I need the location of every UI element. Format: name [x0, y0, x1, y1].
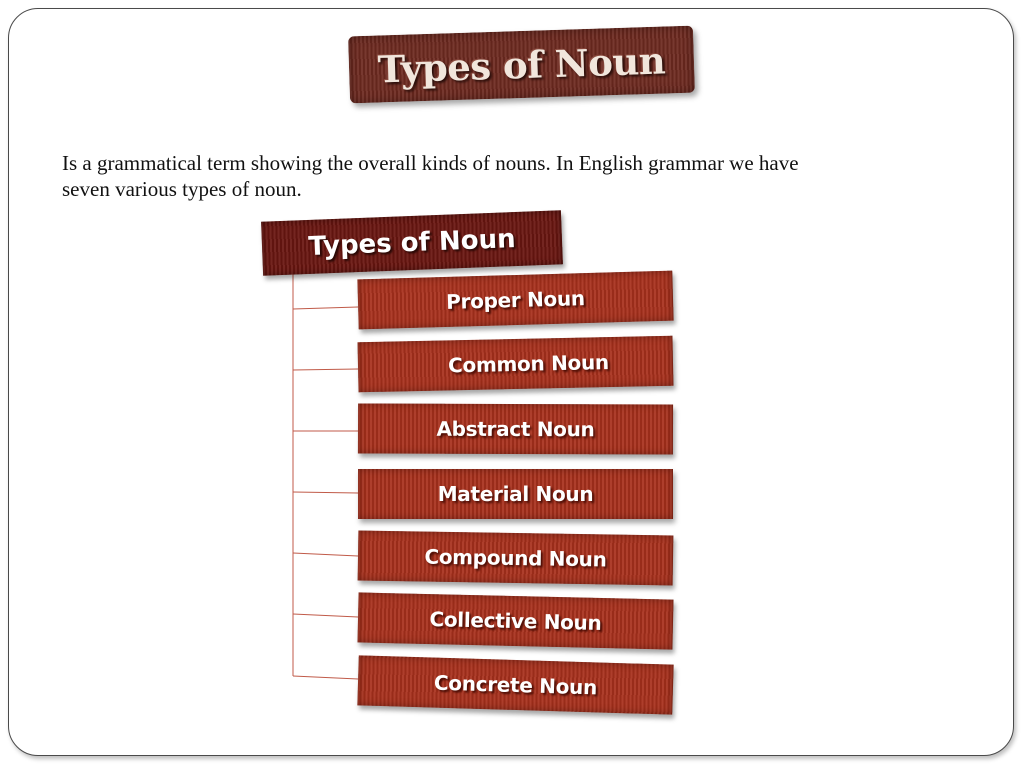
noun-type-label: Abstract Noun [436, 416, 595, 442]
noun-type-label: Compound Noun [424, 544, 607, 572]
diagram-heading-box [261, 210, 563, 275]
noun-type-box [357, 592, 673, 649]
noun-type-label: Proper Noun [445, 286, 586, 314]
noun-type-box [358, 336, 674, 393]
noun-type-label: Concrete Noun [433, 670, 598, 700]
noun-type-box [357, 271, 673, 330]
slide-title: Types of Noun [377, 37, 666, 92]
noun-type-label: Common Noun [447, 350, 610, 378]
noun-type-box [357, 655, 673, 714]
noun-type-box [358, 469, 673, 519]
noun-type-label: Material Noun [437, 482, 594, 506]
noun-type-box [358, 531, 674, 586]
noun-type-box [358, 403, 673, 454]
diagram-heading: Types of Noun [307, 224, 517, 262]
title-banner [348, 26, 695, 104]
noun-type-label: Collective Noun [429, 607, 602, 635]
intro-paragraph: Is a grammatical term showing the overall kinds of nouns. In English grammar we have seven various types of noun. [62, 151, 799, 201]
